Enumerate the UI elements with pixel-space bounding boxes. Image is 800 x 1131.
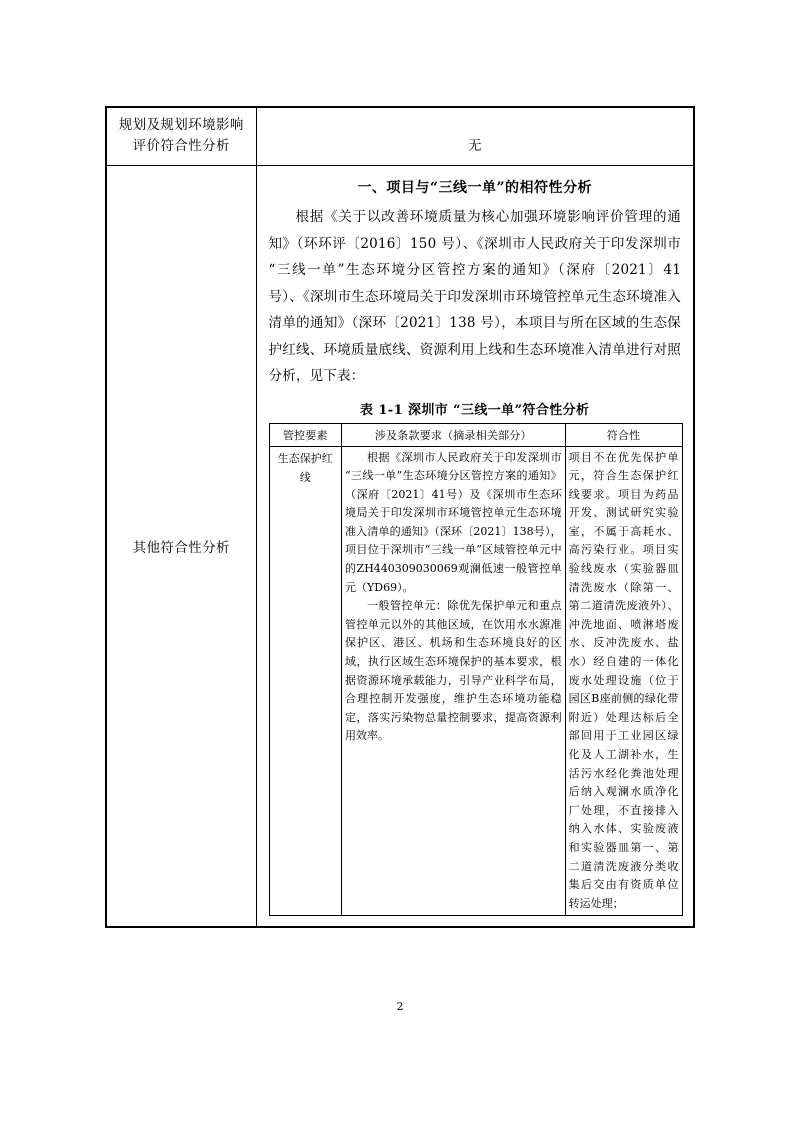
row-label-other-compliance: 其他符合性分析 <box>106 166 256 928</box>
table-row-planning-compliance <box>106 107 694 166</box>
form-table <box>105 106 695 928</box>
section-paragraph: 根据《关于以改善环境质量为核心加强环境影响评价管理的通知》（环环评〔2016〕150 号）、《深圳市人民政府关于印发深圳市“三线一单”生态环境分区管控方案的通知》（深府〔2021〕41 号）、《深圳市生态环境局关于印发深圳市环境管控单元生态环境准入清单的通知》（深环〔2021〕138 号），本项目与所在区域的生态保护红线、环境质量底线、资源利用上线和生态环境准入清单进行对照分析，见下表： <box>268 209 681 384</box>
clause-paragraph-2: 一般管控单元：除优先保护单元和重点管控单元以外的其他区域，在饮用水水源准保护区、港区、机场和生态环境良好的区域，执行区域生态环境保护的基本要求，根据资源环境承载能力，引导产业科学布局，合理控制开发强度，维护生态环境功能稳定，落实污染物总量控制要求，提高资源利用效率。 <box>345 599 562 743</box>
cell-factor-ecological-redline: 生态保护红线 <box>269 446 342 916</box>
clause-paragraph-1: 根据《深圳市人民政府关于印发深圳市“三线一单”生态环境分区管控方案的通知》（深府〔2021〕41号）及《深圳市生态环境局关于印发深圳市环境管控单元生态环境准入清单的通知》（深环〔2021〕138号），项目位于深圳市“三线一单”区域管控单元中的ZH440309030069观澜低速一般管控单元（YD69）。 <box>345 450 562 594</box>
compliance-analysis-table <box>269 423 683 917</box>
table-row-other-compliance <box>106 166 694 928</box>
column-header-clause: 涉及条款要求（摘录相关部分） <box>342 423 566 446</box>
table-header-row <box>269 423 682 446</box>
column-header-factor: 管控要素 <box>269 423 342 446</box>
column-header-compliance: 符合性 <box>565 423 682 446</box>
table-row <box>269 446 682 916</box>
row-label-planning-compliance: 规划及规划环境影响评价符合性分析 <box>106 107 256 166</box>
other-compliance-content <box>256 166 694 928</box>
row-value-planning-compliance: 无 <box>256 107 694 166</box>
compliance-paragraph-1: 项目不在优先保护单元，符合生态保护红线要求。项目为药品开发、测试研究实验室，不属于高耗水、高污染行业。项目实验线废水（实验器皿清洗废水（除第一、第二道清洗废液外）、冲洗地面、喷淋塔废水、反冲洗废水、盐水）经自建的一体化废水处理设施（位于园区B座前侧的绿化带附近）处理达标后全部回用于工业园区绿化及人工湖补水，生活污水经化粪池处理后纳入观澜水质净化厂处理，不直接排入纳入水体、实验废液和实验器皿第一、第二道清洗废液分类收集后交由有资质单位转运处理； <box>568 450 679 910</box>
cell-compliance-ecological-redline <box>565 446 682 916</box>
table-caption: 表 1-1 深圳市 “三线一单”符合性分析 <box>360 402 590 418</box>
cell-clause-ecological-redline <box>342 446 566 916</box>
section-heading: 一、项目与“三线一单”的相符性分析 <box>357 180 593 196</box>
page-number: 2 <box>396 1000 404 1013</box>
